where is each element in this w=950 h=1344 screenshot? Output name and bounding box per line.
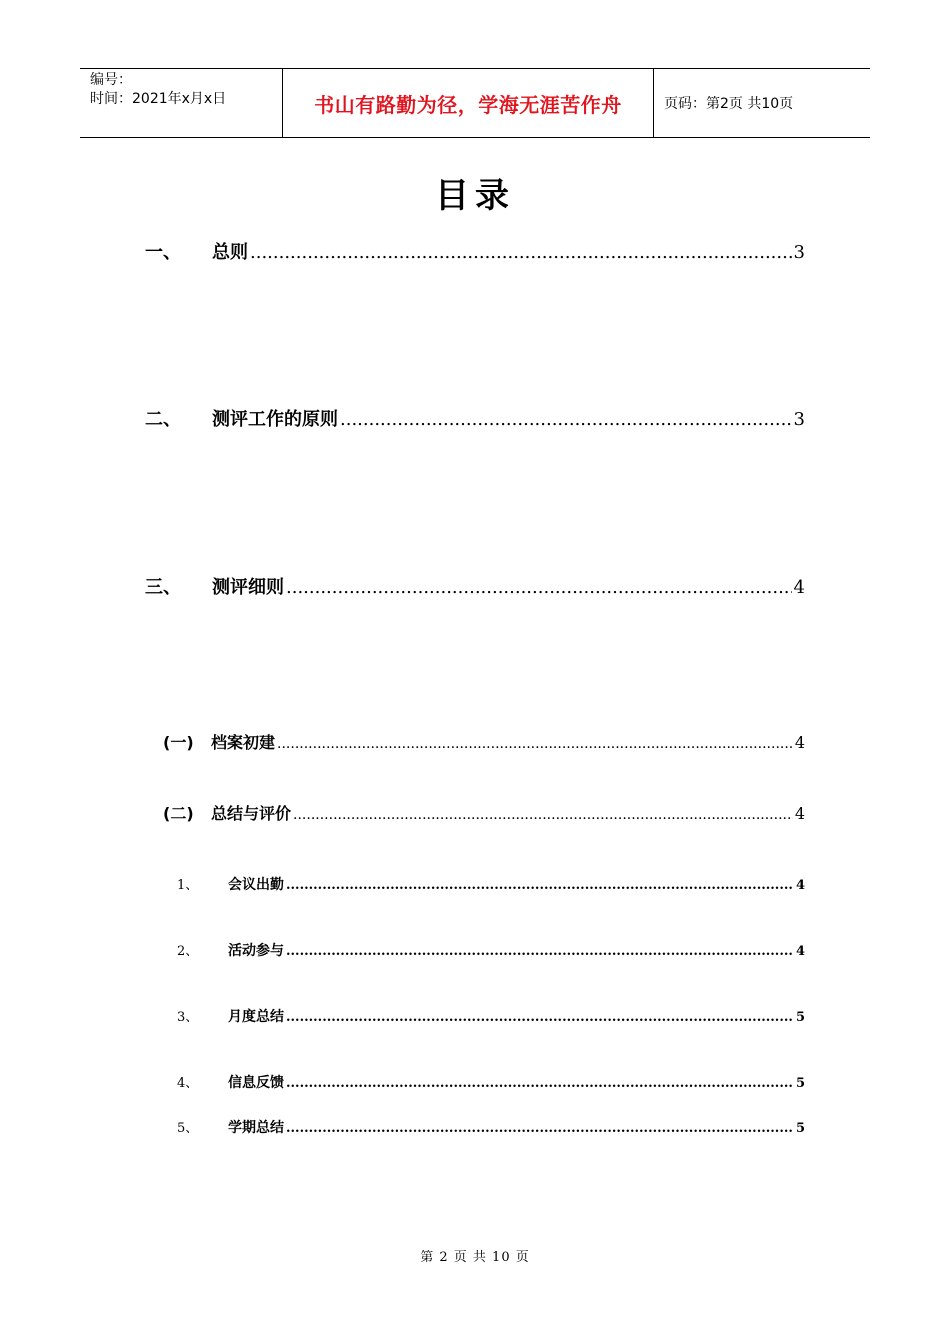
page-header: [80, 68, 870, 138]
toc-leader-dots: [340, 409, 792, 430]
toc-entry-title: 学期总结: [228, 1120, 284, 1136]
document-time-label: 时间：2021年x月x日: [90, 91, 227, 107]
toc-leader-dots: [286, 1076, 794, 1091]
page-title: 目录: [435, 176, 515, 216]
toc-entry-page: 4: [795, 944, 805, 959]
toc-entry-title: 总则: [212, 242, 248, 263]
toc-leader-dots: [277, 736, 793, 752]
toc-entry[interactable]: [177, 940, 805, 960]
toc-entry[interactable]: [177, 1006, 805, 1026]
toc-entry-number: 一、: [145, 242, 181, 263]
toc-entry[interactable]: [145, 238, 805, 264]
toc-entry[interactable]: [163, 801, 805, 824]
toc-entry-title: 总结与评价: [211, 804, 292, 823]
toc-entry-page: 3: [793, 242, 805, 263]
toc-entry-title: 活动参与: [228, 943, 284, 959]
toc-entry-page: 5: [795, 1010, 805, 1025]
toc-leader-dots: [286, 577, 792, 598]
toc-entry-number: 3、: [177, 1010, 199, 1025]
toc-entry-page: 4: [794, 804, 805, 823]
toc-entry-page: 3: [793, 409, 805, 430]
toc-entry-title: 信息反馈: [228, 1075, 284, 1091]
toc-entry-number: (一): [163, 733, 194, 752]
toc-leader-dots: [293, 807, 793, 823]
header-meta: [80, 69, 282, 137]
toc-entry-page: 4: [795, 878, 805, 893]
toc-entry-page: 5: [795, 1121, 805, 1136]
toc-entry-title: 测评细则: [212, 577, 284, 598]
page-footer: 第 2 页 共 10 页: [420, 1250, 530, 1265]
toc-leader-dots: [286, 1010, 794, 1025]
toc-entry-number: 5、: [177, 1121, 199, 1136]
toc-entry-number: 2、: [177, 944, 199, 959]
toc-leader-dots: [286, 878, 794, 893]
toc-entry[interactable]: [177, 874, 805, 894]
toc-leader-dots: [250, 242, 792, 263]
toc-entry-number: 1、: [177, 878, 199, 893]
toc-leader-dots: [286, 944, 794, 959]
toc-entry-number: 三、: [145, 577, 181, 598]
document-number-label: 编号：: [90, 72, 132, 88]
toc-leader-dots: [286, 1121, 794, 1136]
toc-entry[interactable]: [145, 573, 805, 599]
toc-entry-number: 二、: [145, 409, 181, 430]
toc-entry-title: 会议出勤: [228, 877, 284, 893]
toc-entry-number: 4、: [177, 1076, 199, 1091]
header-page-info: 页码：第2页 共10页: [664, 96, 794, 112]
toc-entry[interactable]: [177, 1117, 805, 1137]
toc-entry-page: 5: [795, 1076, 805, 1091]
toc-entry-page: 4: [794, 733, 805, 752]
toc-entry-title: 月度总结: [228, 1009, 284, 1025]
toc-entry[interactable]: [163, 730, 805, 753]
toc-entry-page: 4: [793, 577, 805, 598]
header-motto: 书山有路勤为径，学海无涯苦作舟: [282, 69, 654, 137]
toc-entry-title: 档案初建: [211, 733, 276, 752]
toc-entry-number: (二): [163, 804, 194, 823]
toc-entry-title: 测评工作的原则: [212, 409, 338, 430]
toc-entry[interactable]: [177, 1072, 805, 1092]
toc-entry[interactable]: [145, 405, 805, 431]
